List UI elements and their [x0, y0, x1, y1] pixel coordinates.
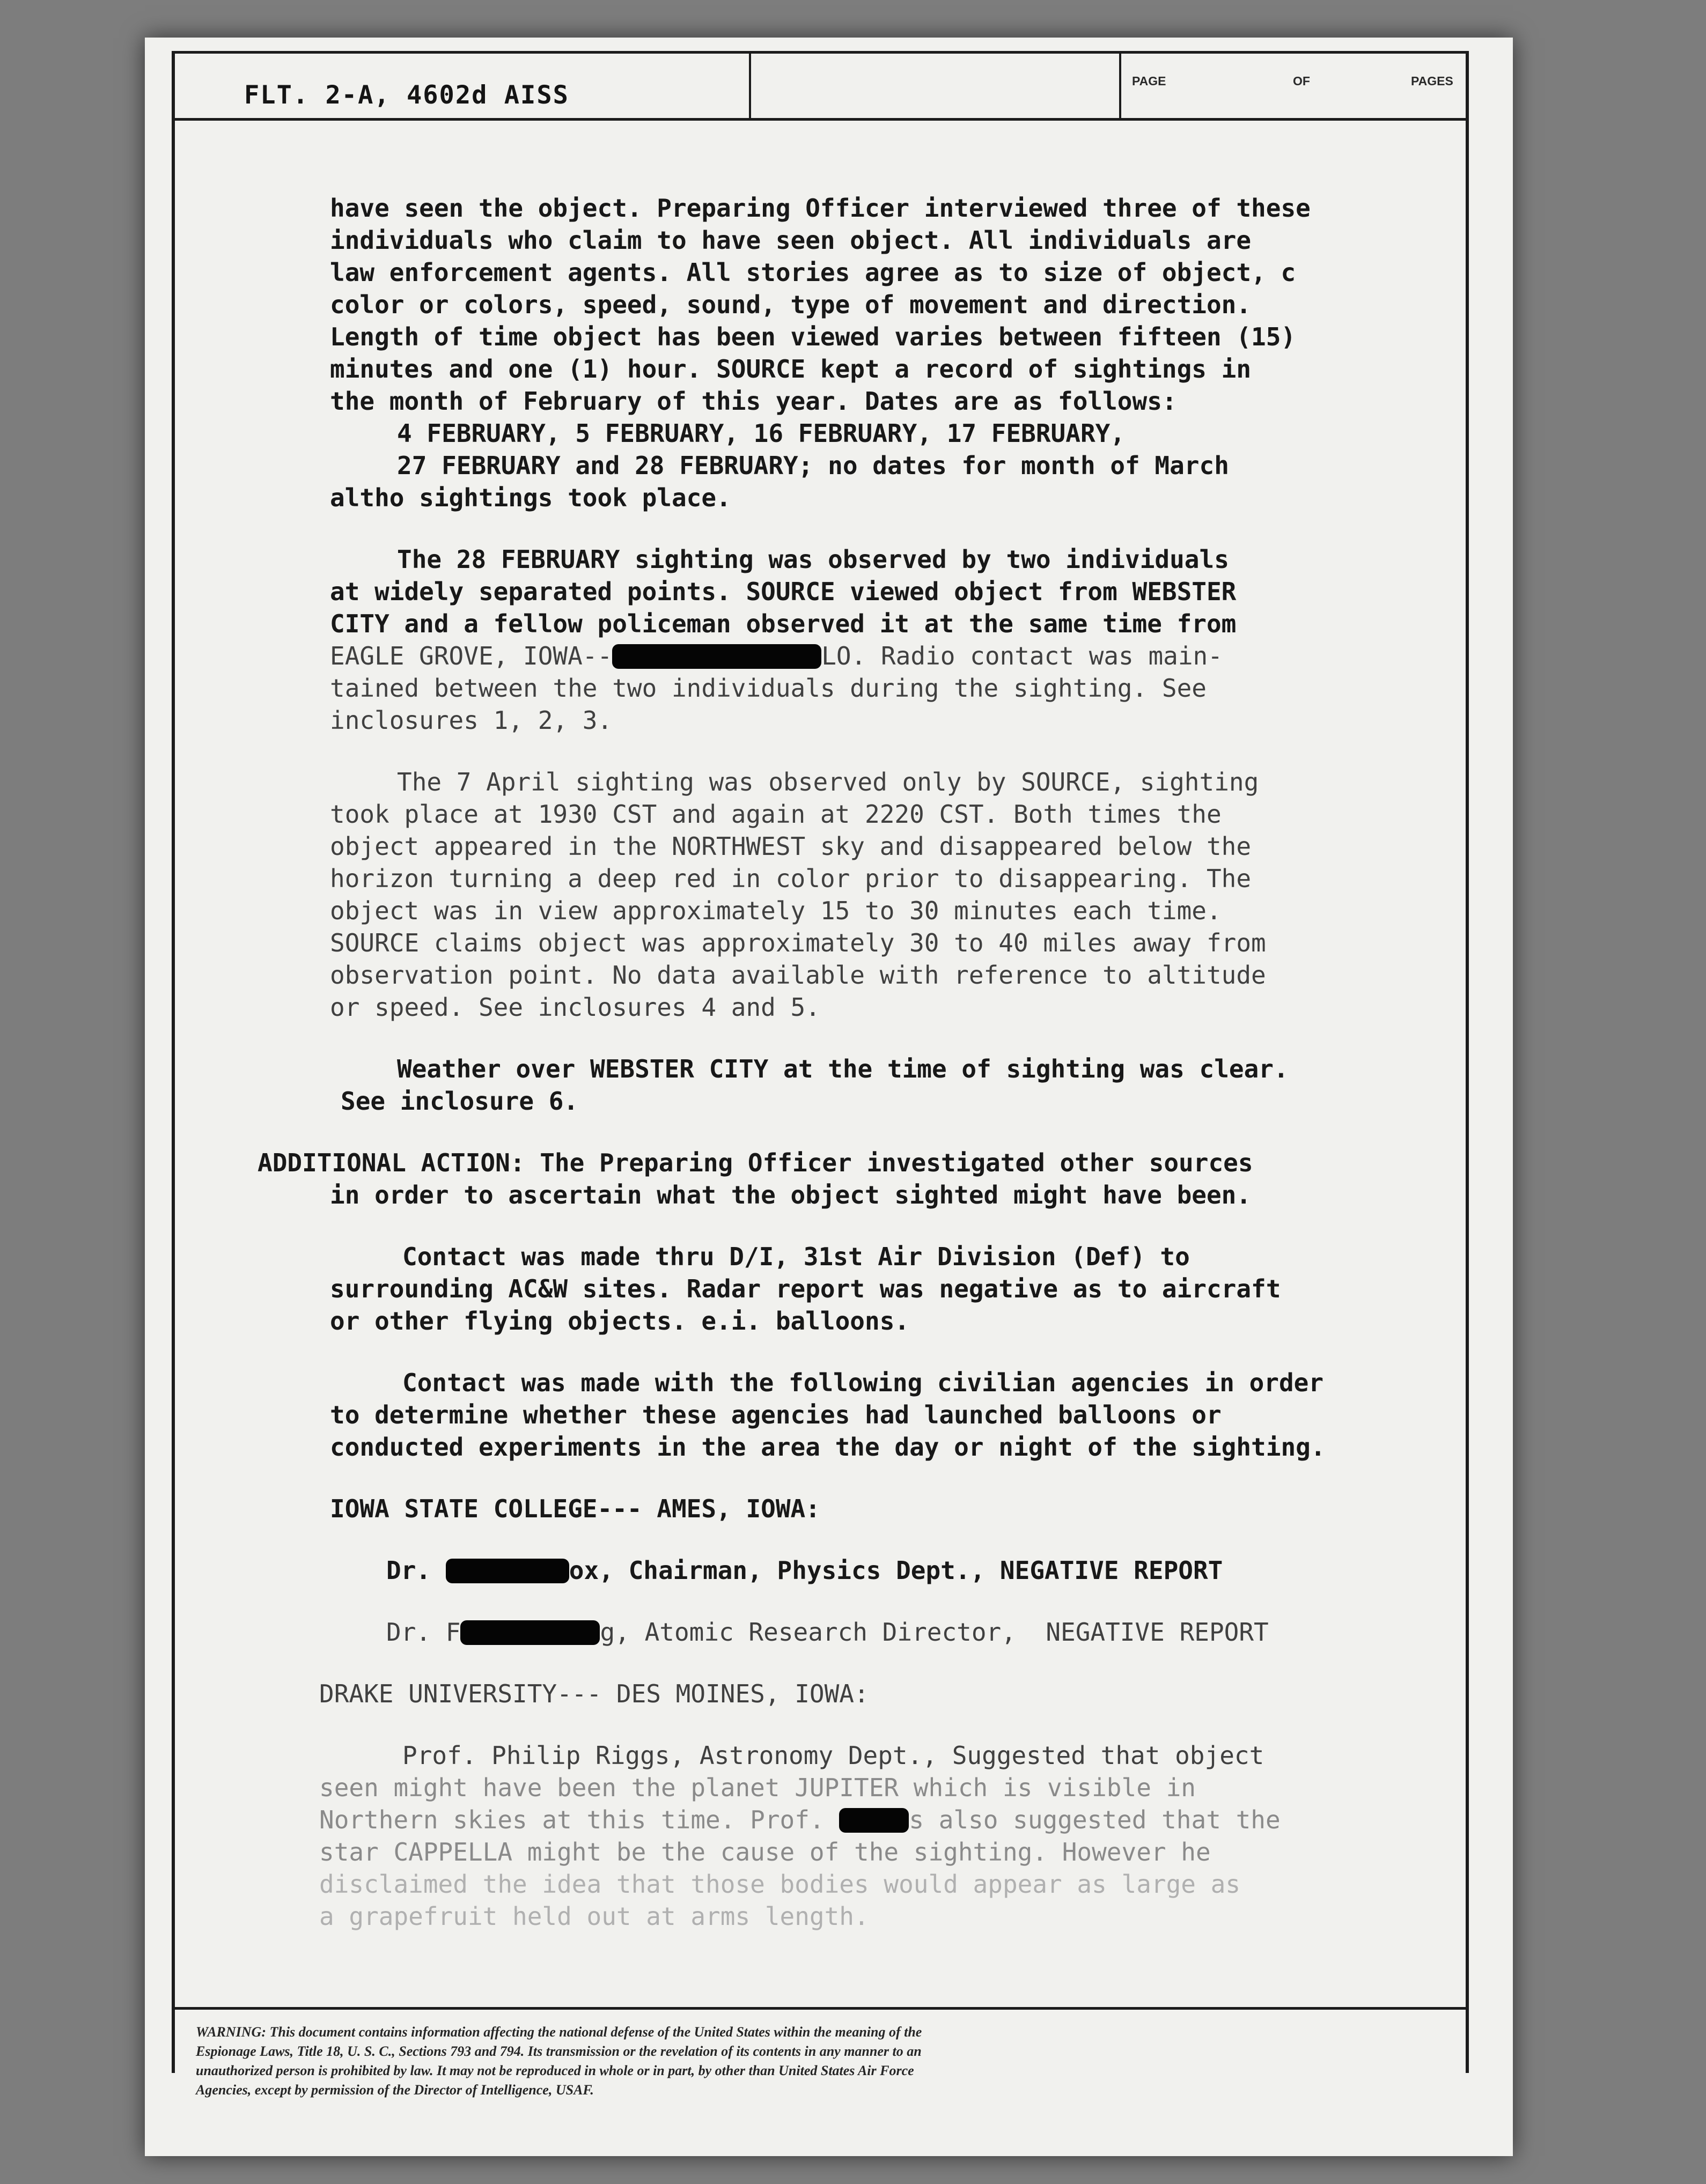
- text-line: to determine whether these agencies had launched balloons or: [330, 1400, 1222, 1429]
- redaction-block: [460, 1620, 600, 1645]
- redaction-block: [839, 1808, 909, 1833]
- text-fragment: s also suggested that the: [909, 1805, 1281, 1834]
- text-line: The 28 FEBRUARY sighting was observed by two individuals: [397, 545, 1229, 574]
- redaction-block: [446, 1559, 569, 1583]
- text-line: or other flying objects. e.i. balloons.: [330, 1307, 910, 1336]
- text-line: SOURCE claims object was approximately 30 to 40 miles away from: [330, 928, 1266, 957]
- text-line: horizon turning a deep red in color prior to disappearing. The: [330, 864, 1252, 893]
- redaction-block: [612, 644, 821, 669]
- text-line: individuals who claim to have seen object. All individuals are: [330, 226, 1252, 255]
- text-line: Contact was made thru D/I, 31st Air Division (Def) to: [402, 1242, 1190, 1271]
- page-label: PAGE: [1132, 74, 1166, 88]
- text-line: 27 FEBRUARY and 28 FEBRUARY; no dates for month of March: [397, 451, 1229, 480]
- text-line: [319, 1807, 1281, 1833]
- text-line: tained between the two individuals during the sighting. See: [330, 674, 1207, 703]
- report-body: [145, 38, 1513, 2022]
- text-line: at widely separated points. SOURCE viewed object from WEBSTER: [330, 577, 1237, 606]
- text-line: disclaimed the idea that those bodies would appear as large as: [319, 1870, 1241, 1899]
- text-fragment: EAGLE GROVE, IOWA--: [330, 641, 613, 670]
- text-line: took place at 1930 CST and again at 2220 CST. Both times the: [330, 800, 1222, 829]
- text-fragment: Northern skies at this time. Prof.: [319, 1805, 825, 1834]
- text-line: seen might have been the planet JUPITER which is visible in: [319, 1773, 1196, 1802]
- warning-line: Espionage Laws, Title 18, U. S. C., Sections 793 and 794. Its transmission or the revelation of its contents in any manner to an: [196, 2043, 922, 2059]
- text-fragment: LO. Radio contact was main-: [821, 641, 1223, 670]
- text-line: [330, 641, 1223, 670]
- of-label: OF: [1293, 74, 1310, 88]
- text-line: [386, 1620, 1269, 1645]
- text-line: The 7 April sighting was observed only by SOURCE, sighting: [397, 768, 1259, 796]
- document-page: [145, 38, 1513, 2156]
- text-fragment: ox, Chairman, Physics Dept., NEGATIVE REPORT: [569, 1556, 1223, 1585]
- text-line: Contact was made with the following civilian agencies in order: [402, 1368, 1324, 1397]
- text-line: in order to ascertain what the object sighted might have been.: [330, 1180, 1252, 1209]
- text-fragment: Dr. F: [386, 1618, 461, 1647]
- unit-identifier: FLT. 2-A, 4602d AISS: [244, 80, 569, 110]
- text-line: surrounding AC&W sites. Radar report was negative as to aircraft: [330, 1274, 1281, 1303]
- text-line: color or colors, speed, sound, type of movement and direction.: [330, 290, 1252, 319]
- text-line: object appeared in the NORTHWEST sky and disappeared below the: [330, 832, 1252, 861]
- text-line: See inclosure 6.: [341, 1087, 579, 1116]
- text-line: conducted experiments in the area the day or night of the sighting.: [330, 1433, 1326, 1462]
- text-line: altho sightings took place.: [330, 483, 731, 512]
- text-line: a grapefruit held out at arms length.: [319, 1902, 869, 1931]
- text-line: Weather over WEBSTER CITY at the time of sighting was clear.: [397, 1054, 1289, 1083]
- warning-line: WARNING: This document contains information affecting the national defense of the United States within the meaning of the: [196, 2024, 922, 2040]
- text-line: law enforcement agents. All stories agree as to size of object, c: [330, 258, 1296, 287]
- text-line: object was in view approximately 15 to 30 minutes each time.: [330, 896, 1222, 925]
- text-line: Prof. Philip Riggs, Astronomy Dept., Suggested that object: [402, 1741, 1264, 1770]
- text-line: star CAPPELLA might be the cause of the sighting. However he: [319, 1838, 1211, 1866]
- text-line: ADDITIONAL ACTION: The Preparing Officer investigated other sources: [258, 1148, 1253, 1177]
- text-line: observation point. No data available with reference to altitude: [330, 961, 1266, 990]
- warning-line: unauthorized person is prohibited by law. It may not be reproduced in whole or in part, by other than United States Air Force: [196, 2063, 914, 2078]
- text-line: Length of time object has been viewed varies between fifteen (15): [330, 322, 1296, 351]
- text-line: minutes and one (1) hour. SOURCE kept a record of sightings in: [330, 355, 1252, 383]
- footer-rule: [172, 2007, 1469, 2010]
- text-line: CITY and a fellow policeman observed it at the same time from: [330, 609, 1237, 638]
- text-fragment: g, Atomic Research Director, NEGATIVE REPORT: [600, 1618, 1269, 1647]
- text-fragment: Dr.: [386, 1556, 431, 1585]
- text-line: [386, 1558, 1223, 1583]
- text-line: or speed. See inclosures 4 and 5.: [330, 993, 820, 1022]
- text-line: the month of February of this year. Dates are as follows:: [330, 387, 1177, 416]
- text-line: have seen the object. Preparing Officer interviewed three of these: [330, 194, 1311, 223]
- warning-line: Agencies, except by permission of the Director of Intelligence, USAF.: [196, 2082, 594, 2098]
- agency-heading: DRAKE UNIVERSITY--- DES MOINES, IOWA:: [319, 1679, 869, 1708]
- text-line: 4 FEBRUARY, 5 FEBRUARY, 16 FEBRUARY, 17 FEBRUARY,: [397, 419, 1126, 448]
- agency-heading: IOWA STATE COLLEGE--- AMES, IOWA:: [330, 1494, 820, 1523]
- pages-label: PAGES: [1411, 74, 1453, 88]
- security-warning: [145, 2017, 1513, 2102]
- text-line: inclosures 1, 2, 3.: [330, 706, 613, 735]
